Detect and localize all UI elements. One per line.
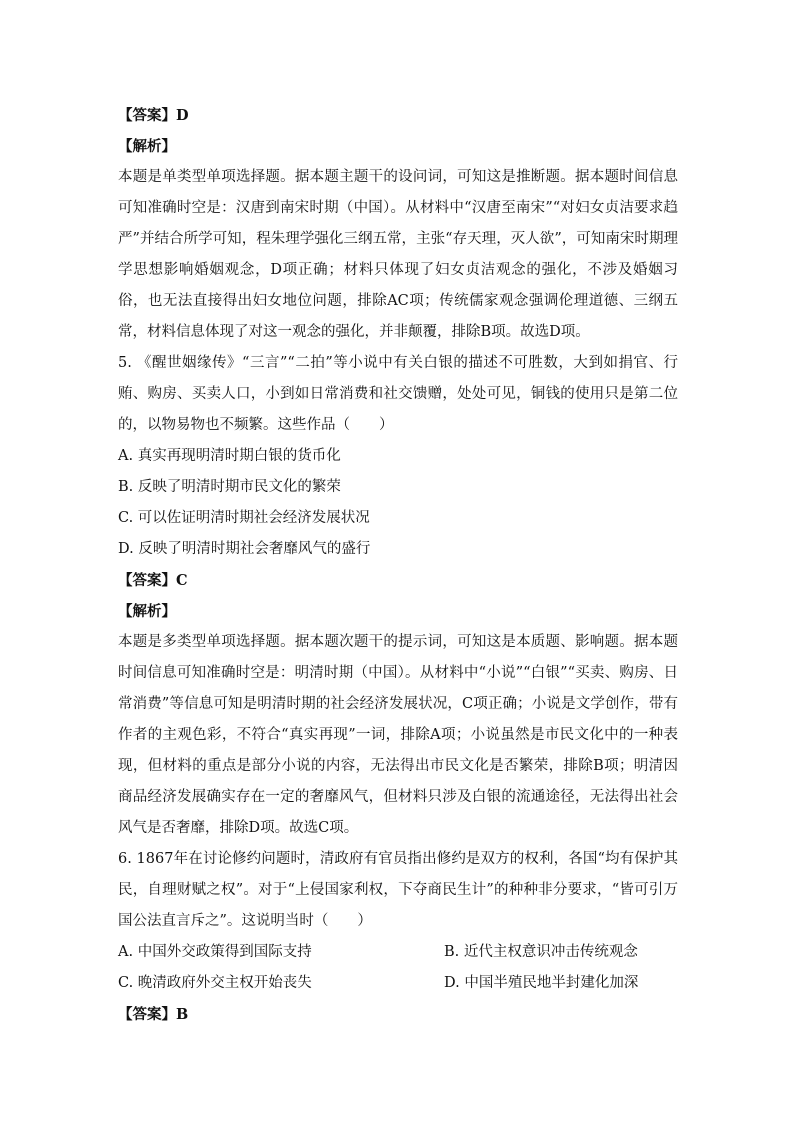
q5-option-d: D. 反映了明清时期社会奢靡风气的盛行	[118, 541, 371, 557]
q6-option-c: C. 晚清政府外交主权开始丧失	[118, 975, 312, 991]
q6-option-d: D. 中国半殖民地半封建化加深	[444, 975, 639, 991]
q6-answer-label: 【答案】B	[118, 1006, 189, 1023]
q4-answer-label: 【答案】D	[118, 107, 189, 124]
q5-analysis-label: 【解析】	[118, 603, 176, 620]
q6-options-row-2	[118, 968, 678, 999]
q5-option-c: C. 可以佐证明清时期社会经济发展状况	[118, 510, 370, 526]
q5-option-a: A. 真实再现明清时期白银的货币化	[118, 448, 341, 464]
q6-option-b: B. 近代主权意识冲击传统观念	[444, 944, 638, 960]
q6-option-a: A. 中国外交政策得到国际支持	[118, 944, 312, 960]
q6-stem: 6. 1867年在讨论修约问题时，清政府有官员指出修约是双方的权利，各国“均有保护其民，自理财赋之权”。对于“上侵国家利权，下夺商民生计”的种种非分要求，“皆可引万国公法直言斥之”。这说明当时（ ）	[118, 851, 678, 929]
q5-stem: 5. 《醒世姻缘传》“三言”“二拍”等小说中有关白银的描述不可胜数，大到如捐官、行贿、购房、买卖人口，小到如日常消费和社交馈赠，处处可见，铜钱的使用只是第二位的，以物易物也不频繁。这些作品（ ）	[118, 355, 678, 433]
q4-analysis-label: 【解析】	[118, 138, 176, 155]
q5-option-b: B. 反映了明清时期市民文化的繁荣	[118, 479, 341, 495]
q4-analysis-text: 本题是单类型单项选择题。据本题主题干的设问词，可知这是推断题。据本题时间信息可知准确时空是：汉唐到南宋时期（中国）。从材料中“汉唐至南宋”“对妇女贞洁要求趋严”并结合所学可知，程朱理学强化三纲五常，主张“存天理，灭人欲”，可知南宋时期理学思想影响婚姻观念，D项正确；材料只体现了妇女贞洁观念的强化，不涉及婚姻习俗，也无法直接得出妇女地位问题，排除AC项；传统儒家观念强调伦理道德、三纲五常，材料信息体现了对这一观念的强化，并非颠覆，排除B项。故选D项。	[118, 169, 678, 340]
q5-analysis-text: 本题是多类型单项选择题。据本题次题干的提示词，可知这是本质题、影响题。据本题时间信息可知准确时空是：明清时期（中国）。从材料中“小说”“白银”“买卖、购房、日常消费”等信息可知是明清时期的社会经济发展状况，C项正确；小说是文学创作，带有作者的主观色彩，不符合“真实再现”一词，排除A项；小说虽然是市民文化中的一种表现，但材料的重点是部分小说的内容，无法得出市民文化是否繁荣，排除B项；明清因商品经济发展确实存在一定的奢靡风气，但材料只涉及白银的流通途径，无法得出社会风气是否奢靡，排除D项。故选C项。	[118, 634, 678, 836]
q6-options-row-1	[118, 937, 678, 968]
document-page	[118, 100, 678, 1030]
q5-answer-label: 【答案】C	[118, 572, 188, 589]
